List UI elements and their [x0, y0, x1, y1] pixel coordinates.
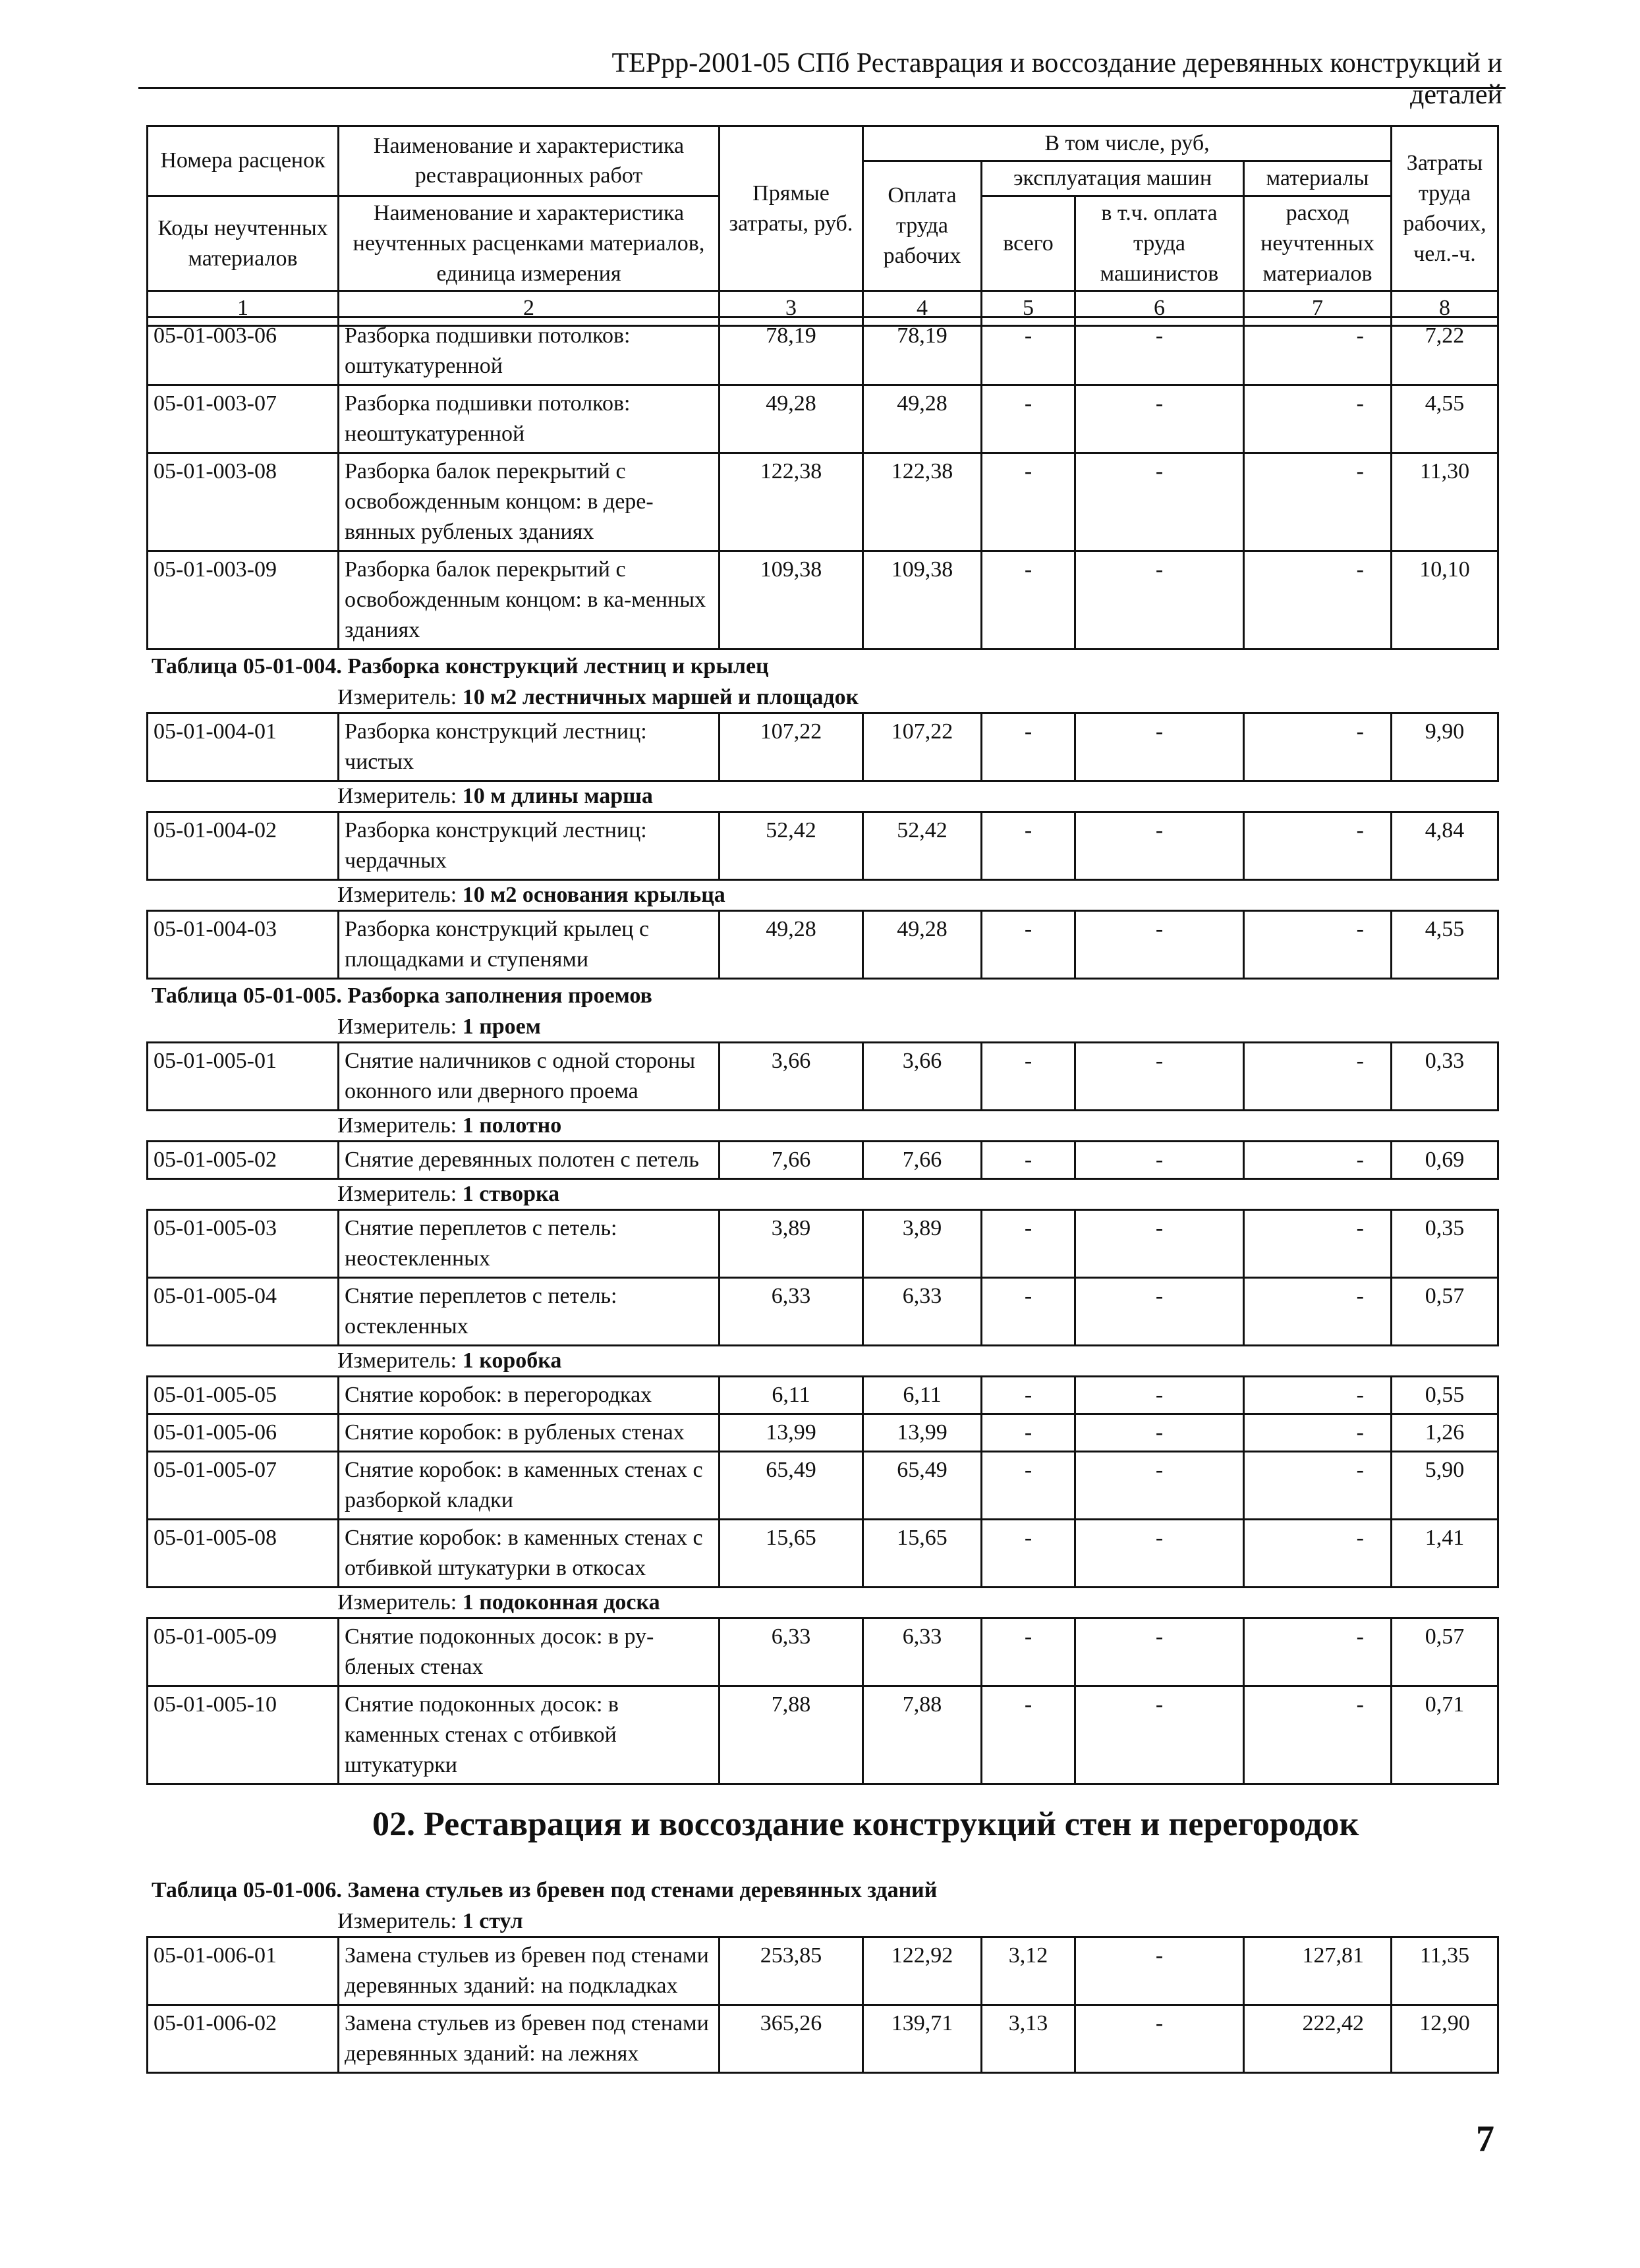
materials-cost: - — [1244, 385, 1392, 453]
machine-total: 3,12 — [982, 1937, 1075, 2005]
machine-labor: - — [1075, 1377, 1244, 1414]
col-num: 1 — [148, 291, 339, 326]
machine-total: - — [982, 318, 1075, 385]
work-name: Разборка подшивки потолков: оштукатуренной — [339, 318, 720, 385]
labor-hours: 0,71 — [1392, 1686, 1498, 1784]
group-header: В том числе, руб, — [863, 126, 1392, 161]
work-name: Замена стульев из бревен под стенами деревянных зданий: на лежнях — [339, 2005, 720, 2073]
measure-unit: 10 м2 лестничных маршей и площадок — [462, 685, 859, 709]
measure-unit: 1 коробка — [462, 1348, 562, 1373]
materials-cost: - — [1244, 1414, 1392, 1452]
labor-hours: 0,69 — [1392, 1142, 1498, 1179]
table-row — [148, 1686, 1498, 1784]
machine-labor: - — [1075, 2005, 1244, 2073]
table-row — [148, 713, 1498, 781]
col-num: 8 — [1392, 291, 1498, 326]
col-materials-header: расход неучтенных материалов — [1244, 196, 1392, 291]
labor-hours: 0,57 — [1392, 1618, 1498, 1686]
labor-hours: 1,26 — [1392, 1414, 1498, 1452]
measure-unit: 10 м2 основания крыльца — [462, 883, 725, 907]
labor-hours: 1,41 — [1392, 1520, 1498, 1588]
work-name: Разборка подшивки потолков: неоштукатуренной — [339, 385, 720, 453]
labor-hours: 11,35 — [1392, 1937, 1498, 2005]
machine-total: - — [982, 1452, 1075, 1520]
measure-label: Измеритель: — [337, 1348, 463, 1373]
measure-label: Измеритель: — [337, 685, 463, 709]
direct-cost: 49,28 — [720, 911, 863, 979]
measure-line — [146, 1907, 1497, 1936]
labor-hours: 12,90 — [1392, 2005, 1498, 2073]
direct-cost: 52,42 — [720, 812, 863, 880]
work-name: Снятие коробок: в каменных стенах с отбивкой штукатурки в откосах — [339, 1520, 720, 1588]
table-row — [148, 1043, 1498, 1111]
table-row — [148, 318, 1498, 385]
rate-code: 05-01-003-07 — [148, 385, 339, 453]
work-name: Разборка балок перекрытий с освобожденным концом: в дере-вянных рубленых зданиях — [339, 453, 720, 551]
col-machine-total-header: всего — [982, 196, 1075, 291]
machine-labor: - — [1075, 713, 1244, 781]
direct-cost: 13,99 — [720, 1414, 863, 1452]
machine-total: - — [982, 1377, 1075, 1414]
rate-code: 05-01-005-10 — [148, 1686, 339, 1784]
measure-unit: 1 подоконная доска — [462, 1590, 660, 1615]
rate-code: 05-01-005-04 — [148, 1278, 339, 1346]
direct-cost: 109,38 — [720, 551, 863, 650]
direct-cost: 6,11 — [720, 1377, 863, 1414]
rate-code: 05-01-005-07 — [148, 1452, 339, 1520]
table-row — [148, 385, 1498, 453]
labor-cost: 65,49 — [863, 1452, 982, 1520]
direct-cost: 49,28 — [720, 385, 863, 453]
machine-labor: - — [1075, 1452, 1244, 1520]
labor-cost: 3,66 — [863, 1043, 982, 1111]
measure-line — [146, 1012, 1497, 1041]
col-num: 6 — [1075, 291, 1244, 326]
rows-005-02 — [146, 1140, 1499, 1180]
materials-cost: - — [1244, 453, 1392, 551]
table-row — [148, 2005, 1498, 2073]
rate-code: 05-01-005-03 — [148, 1210, 339, 1278]
materials-header: материалы — [1244, 161, 1392, 196]
machine-total: - — [982, 1414, 1075, 1452]
rows-004-02 — [146, 811, 1499, 881]
labor-hours: 0,35 — [1392, 1210, 1498, 1278]
rows-005-03 — [146, 1209, 1499, 1346]
labor-hours: 0,57 — [1392, 1278, 1498, 1346]
rate-code: 05-01-004-03 — [148, 911, 339, 979]
col-hours-header: Затраты труда рабочих, чел.-ч. — [1392, 126, 1498, 291]
machine-labor: - — [1075, 1414, 1244, 1452]
table-row — [148, 1278, 1498, 1346]
measure-line — [146, 1111, 1497, 1140]
col-labor-header: Оплата труда рабочих — [863, 161, 982, 291]
table-row — [148, 1618, 1498, 1686]
rows-004-03 — [146, 910, 1499, 980]
materials-cost: - — [1244, 1278, 1392, 1346]
direct-cost: 6,33 — [720, 1618, 863, 1686]
labor-cost: 6,11 — [863, 1377, 982, 1414]
materials-cost: - — [1244, 1210, 1392, 1278]
machine-labor: - — [1075, 1043, 1244, 1111]
col-num: 5 — [982, 291, 1075, 326]
machine-labor: - — [1075, 385, 1244, 453]
measure-unit: 1 полотно — [462, 1113, 562, 1138]
direct-cost: 253,85 — [720, 1937, 863, 2005]
rows-005-05 — [146, 1375, 1499, 1588]
labor-cost: 13,99 — [863, 1414, 982, 1452]
table-title-006: Таблица 05-01-006. Замена стульев из бревен под стенами деревянных зданий — [152, 1878, 938, 1902]
direct-cost: 107,22 — [720, 713, 863, 781]
direct-cost: 122,38 — [720, 453, 863, 551]
col-num: 3 — [720, 291, 863, 326]
col-codes-subheader: Коды неучтенных материалов — [148, 196, 339, 291]
materials-cost: 222,42 — [1244, 2005, 1392, 2073]
table-row — [148, 551, 1498, 650]
work-name: Снятие подоконных досок: в ру-бленых стенах — [339, 1618, 720, 1686]
rows-005-09 — [146, 1617, 1499, 1785]
measure-line — [146, 1346, 1497, 1375]
measure-unit: 1 проем — [462, 1014, 541, 1039]
col-codes-header: Номера расценок — [148, 126, 339, 196]
materials-cost: 127,81 — [1244, 1937, 1392, 2005]
table-row — [148, 1452, 1498, 1520]
labor-hours: 11,30 — [1392, 453, 1498, 551]
labor-cost: 49,28 — [863, 911, 982, 979]
work-name: Снятие переплетов с петель: неостекленных — [339, 1210, 720, 1278]
table-row — [148, 1377, 1498, 1414]
work-name: Разборка конструкций лестниц: чердачных — [339, 812, 720, 880]
labor-cost: 122,38 — [863, 453, 982, 551]
rate-code: 05-01-003-09 — [148, 551, 339, 650]
labor-hours: 7,22 — [1392, 318, 1498, 385]
machine-total: - — [982, 551, 1075, 650]
measure-label: Измеритель: — [337, 883, 463, 907]
labor-cost: 78,19 — [863, 318, 982, 385]
labor-cost: 49,28 — [863, 385, 982, 453]
direct-cost: 65,49 — [720, 1452, 863, 1520]
measure-line — [146, 782, 1497, 811]
labor-cost: 3,89 — [863, 1210, 982, 1278]
labor-hours: 4,55 — [1392, 385, 1498, 453]
measure-unit: 1 створка — [462, 1182, 560, 1206]
materials-cost: - — [1244, 551, 1392, 650]
materials-cost: - — [1244, 1452, 1392, 1520]
table-row — [148, 1937, 1498, 2005]
rate-code: 05-01-005-09 — [148, 1618, 339, 1686]
rate-code: 05-01-005-05 — [148, 1377, 339, 1414]
measure-label: Измеритель: — [337, 1014, 463, 1039]
col-machine-labor-header: в т.ч. оплата труда машинистов — [1075, 196, 1244, 291]
labor-cost: 6,33 — [863, 1278, 982, 1346]
col-num: 7 — [1244, 291, 1392, 326]
table-title-005: Таблица 05-01-005. Разборка заполнения проемов — [152, 983, 652, 1008]
measure-line — [146, 1588, 1497, 1617]
rows-003 — [146, 316, 1499, 650]
rate-code: 05-01-006-02 — [148, 2005, 339, 2073]
page-number: 7 — [1476, 2118, 1494, 2159]
rate-code: 05-01-003-08 — [148, 453, 339, 551]
machine-labor: - — [1075, 812, 1244, 880]
rate-code: 05-01-004-01 — [148, 713, 339, 781]
labor-cost: 139,71 — [863, 2005, 982, 2073]
direct-cost: 7,66 — [720, 1142, 863, 1179]
materials-cost: - — [1244, 1618, 1392, 1686]
rows-004-01 — [146, 712, 1499, 782]
labor-hours: 0,33 — [1392, 1043, 1498, 1111]
labor-hours: 0,55 — [1392, 1377, 1498, 1414]
direct-cost: 365,26 — [720, 2005, 863, 2073]
materials-cost: - — [1244, 1377, 1392, 1414]
labor-cost: 7,66 — [863, 1142, 982, 1179]
machine-total: - — [982, 1618, 1075, 1686]
measure-label: Измеритель: — [337, 1590, 463, 1615]
direct-cost: 3,66 — [720, 1043, 863, 1111]
col-num: 4 — [863, 291, 982, 326]
rate-code: 05-01-003-06 — [148, 318, 339, 385]
labor-hours: 4,55 — [1392, 911, 1498, 979]
materials-cost: - — [1244, 911, 1392, 979]
rate-code: 05-01-006-01 — [148, 1937, 339, 2005]
table-header — [146, 125, 1499, 327]
work-name: Снятие коробок: в перегородках — [339, 1377, 720, 1414]
machine-labor: - — [1075, 1686, 1244, 1784]
labor-cost: 122,92 — [863, 1937, 982, 2005]
measure-unit: 1 стул — [462, 1909, 523, 1933]
machine-labor: - — [1075, 453, 1244, 551]
rate-code: 05-01-005-01 — [148, 1043, 339, 1111]
measure-line — [146, 881, 1497, 910]
labor-cost: 52,42 — [863, 812, 982, 880]
rows-005-01 — [146, 1041, 1499, 1111]
table-row — [148, 812, 1498, 880]
work-name: Снятие коробок: в рубленых стенах — [339, 1414, 720, 1452]
labor-cost: 7,88 — [863, 1686, 982, 1784]
table-title-004: Таблица 05-01-004. Разборка конструкций лестниц и крылец — [152, 654, 769, 678]
measure-unit: 10 м длины марша — [462, 784, 653, 808]
work-name: Снятие деревянных полотен с петель — [339, 1142, 720, 1179]
machine-total: - — [982, 911, 1075, 979]
machines-header: эксплуатация машин — [982, 161, 1244, 196]
table-body-006 — [146, 1874, 1497, 2074]
labor-hours: 10,10 — [1392, 551, 1498, 650]
table-row — [148, 1210, 1498, 1278]
rows-006 — [146, 1936, 1499, 2074]
direct-cost: 6,33 — [720, 1278, 863, 1346]
machine-labor: - — [1075, 1618, 1244, 1686]
rate-code: 05-01-004-02 — [148, 812, 339, 880]
machine-labor: - — [1075, 1210, 1244, 1278]
rate-code: 05-01-005-02 — [148, 1142, 339, 1179]
table-row — [148, 1414, 1498, 1452]
labor-cost: 6,33 — [863, 1618, 982, 1686]
work-name: Разборка конструкций крылец с площадками и ступенями — [339, 911, 720, 979]
materials-cost: - — [1244, 1686, 1392, 1784]
machine-total: - — [982, 713, 1075, 781]
direct-cost: 3,89 — [720, 1210, 863, 1278]
machine-total: 3,13 — [982, 2005, 1075, 2073]
direct-cost: 15,65 — [720, 1520, 863, 1588]
materials-cost: - — [1244, 1043, 1392, 1111]
table-body-main — [146, 316, 1497, 1785]
machine-labor: - — [1075, 1278, 1244, 1346]
work-name: Снятие переплетов с петель: остекленных — [339, 1278, 720, 1346]
machine-total: - — [982, 1210, 1075, 1278]
rate-code: 05-01-005-06 — [148, 1414, 339, 1452]
work-name: Разборка конструкций лестниц: чистых — [339, 713, 720, 781]
work-name: Снятие наличников с одной стороны оконного или дверного проема — [339, 1043, 720, 1111]
measure-line — [146, 683, 1497, 712]
direct-cost: 78,19 — [720, 318, 863, 385]
materials-cost: - — [1244, 318, 1392, 385]
labor-hours: 5,90 — [1392, 1452, 1498, 1520]
machine-total: - — [982, 385, 1075, 453]
labor-cost: 109,38 — [863, 551, 982, 650]
work-name: Снятие коробок: в каменных стенах с разборкой кладки — [339, 1452, 720, 1520]
col-direct-header: Прямые затраты, руб. — [720, 126, 863, 291]
machine-labor: - — [1075, 1937, 1244, 2005]
machine-total: - — [982, 1520, 1075, 1588]
materials-cost: - — [1244, 713, 1392, 781]
materials-cost: - — [1244, 1520, 1392, 1588]
labor-cost: 15,65 — [863, 1520, 982, 1588]
labor-hours: 4,84 — [1392, 812, 1498, 880]
work-name: Замена стульев из бревен под стенами деревянных зданий: на подкладках — [339, 1937, 720, 2005]
table-row — [148, 911, 1498, 979]
running-header: ТЕРрр-2001-05 СПб Реставрация и воссоздание деревянных конструкций и деталей — [611, 48, 1502, 110]
machine-total: - — [982, 812, 1075, 880]
machine-labor: - — [1075, 551, 1244, 650]
measure-label: Измеритель: — [337, 1182, 463, 1206]
measure-label: Измеритель: — [337, 1113, 463, 1138]
machine-labor: - — [1075, 318, 1244, 385]
col-name-subheader: Наименование и характеристика неучтенных расценками материалов, единица измерения — [339, 196, 720, 291]
machine-labor: - — [1075, 1142, 1244, 1179]
work-name: Разборка балок перекрытий с освобожденным концом: в ка-менных зданиях — [339, 551, 720, 650]
chapter-heading: 02. Реставрация и воссоздание конструкций стен и перегородок — [372, 1806, 1359, 1843]
rate-code: 05-01-005-08 — [148, 1520, 339, 1588]
labor-hours: 9,90 — [1392, 713, 1498, 781]
materials-cost: - — [1244, 1142, 1392, 1179]
direct-cost: 7,88 — [720, 1686, 863, 1784]
measure-label: Измеритель: — [337, 1909, 463, 1933]
machine-labor: - — [1075, 1520, 1244, 1588]
materials-cost: - — [1244, 812, 1392, 880]
work-name: Снятие подоконных досок: в каменных стенах с отбивкой штукатурки — [339, 1686, 720, 1784]
machine-total: - — [982, 1278, 1075, 1346]
machine-total: - — [982, 1686, 1075, 1784]
machine-total: - — [982, 453, 1075, 551]
table-row — [148, 1520, 1498, 1588]
measure-label: Измеритель: — [337, 784, 463, 808]
machine-total: - — [982, 1043, 1075, 1111]
table-row — [148, 453, 1498, 551]
machine-total: - — [982, 1142, 1075, 1179]
table-row — [148, 1142, 1498, 1179]
measure-line — [146, 1180, 1497, 1209]
col-num: 2 — [339, 291, 720, 326]
machine-labor: - — [1075, 911, 1244, 979]
header-rule — [138, 87, 1506, 89]
labor-cost: 107,22 — [863, 713, 982, 781]
col-name-header: Наименование и характеристика реставрационных работ — [339, 126, 720, 196]
